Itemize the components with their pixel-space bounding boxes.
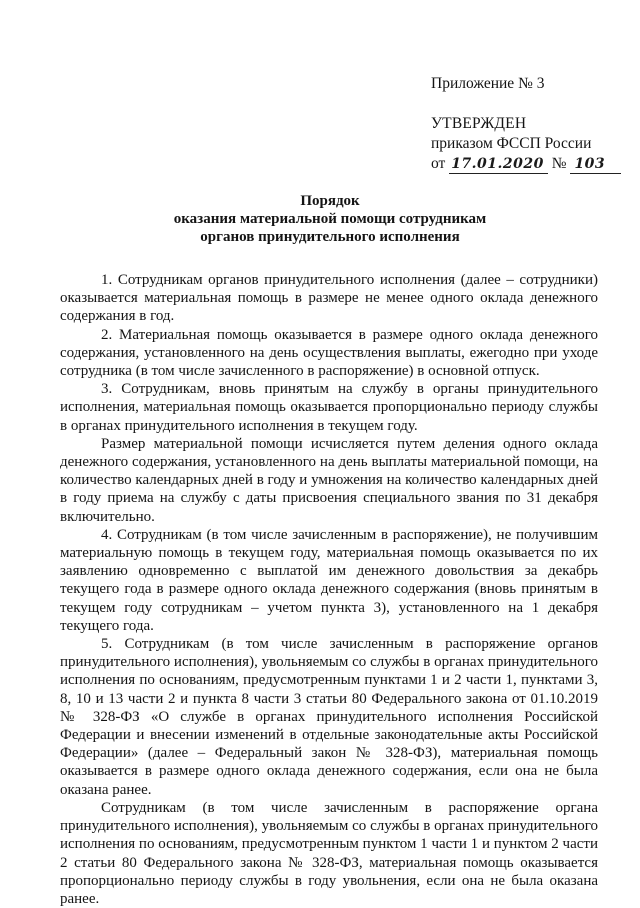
title-line-2: оказания материальной помощи сотрудникам bbox=[173, 211, 487, 227]
approval-block bbox=[431, 74, 621, 174]
paragraph-3: 3. Сотрудникам, вновь принятым на службу в органы принудительного исполнения, материальная помощь оказывается пропорционально периоду службы в органах принудительного исполнения в текущем году. bbox=[60, 381, 598, 434]
order-by-text: приказом ФССП России bbox=[431, 135, 592, 152]
document-title bbox=[60, 192, 600, 246]
document-body bbox=[60, 271, 598, 908]
paragraph-5-proportional: Сотрудникам (в том числе зачисленным в распоряжение органа принудительного исполнения), увольняемым со службы в органах принудительного исполнения по основаниям, предусмотренным пунктом 1 части 1 и пунктом 2 части 2 статьи 80 Федерального закона № 328-ФЗ, материальная помощь оказывается пропорционально периоду службы в году увольнения, если она не была оказана ранее. bbox=[60, 799, 598, 907]
handwritten-order-number: 103 bbox=[570, 156, 621, 174]
appendix-label: Приложение № 3 bbox=[431, 75, 545, 92]
paragraph-1: 1. Сотрудникам органов принудительного исполнения (далее – сотрудники) оказывается материальная помощь в размере не менее одного оклада денежного содержания в год. bbox=[60, 272, 598, 325]
title-line-3: органов принудительного исполнения bbox=[200, 229, 460, 245]
paragraph-4: 4. Сотрудникам (в том числе зачисленным в распоряжение), не получившим материальную помощь в текущем году, материальная помощь оказывается по их заявлению одновременно с выплатой им денежного довольствия за декабрь текущего года в размере одного оклада денежного содержания (вновь принятым в текущем году сотрудникам – учетом пункта 3), установленного на 1 декабря текущего года. bbox=[60, 526, 598, 634]
paragraph-3-calculation: Размер материальной помощи исчисляется путем деления одного оклада денежного содержания, установленного на день выплаты материальной помощи, на количество календарных дней в году и умножения на количество календарных дней в году приема на службу с даты присвоения специального звания по 31 декабря включительно. bbox=[60, 435, 598, 525]
title-line-1: Порядок bbox=[300, 193, 360, 209]
paragraph-2: 2. Материальная помощь оказывается в размере одного оклада денежного содержания, установленного на день осуществления выплаты, ежегодно при уходе сотрудника (в том числе зачисленного в распоряжение) в основной отпуск. bbox=[60, 326, 598, 380]
handwritten-date: 17.01.2020 bbox=[449, 156, 548, 174]
order-date-number-line bbox=[431, 154, 621, 174]
number-sign: № bbox=[551, 155, 567, 172]
paragraph-5: 5. Сотрудникам (в том числе зачисленным в распоряжение органов принудительного исполнения), увольняемым со службы в органах принудительного исполнения по основаниям, предусмотренным пунктами 1 и 2 части 1, пунктами 3, 8, 10 и 13 части 2 и пункта 8 части 3 статьи 80 Федерального закона от 01.10.2019 № 328-ФЗ «О службе в органах принудительного исполнения Российской Федерации и внесении изменений в отдельные законодательные акты Российской Федерации» (далее – Федеральный закон № 328-ФЗ), материальная помощь оказывается в размере одного оклада денежного содержания, если она не была оказана ранее. bbox=[60, 636, 598, 798]
date-prefix: от bbox=[431, 155, 446, 172]
approved-stamp-text: УТВЕРЖДЕН bbox=[431, 115, 527, 132]
